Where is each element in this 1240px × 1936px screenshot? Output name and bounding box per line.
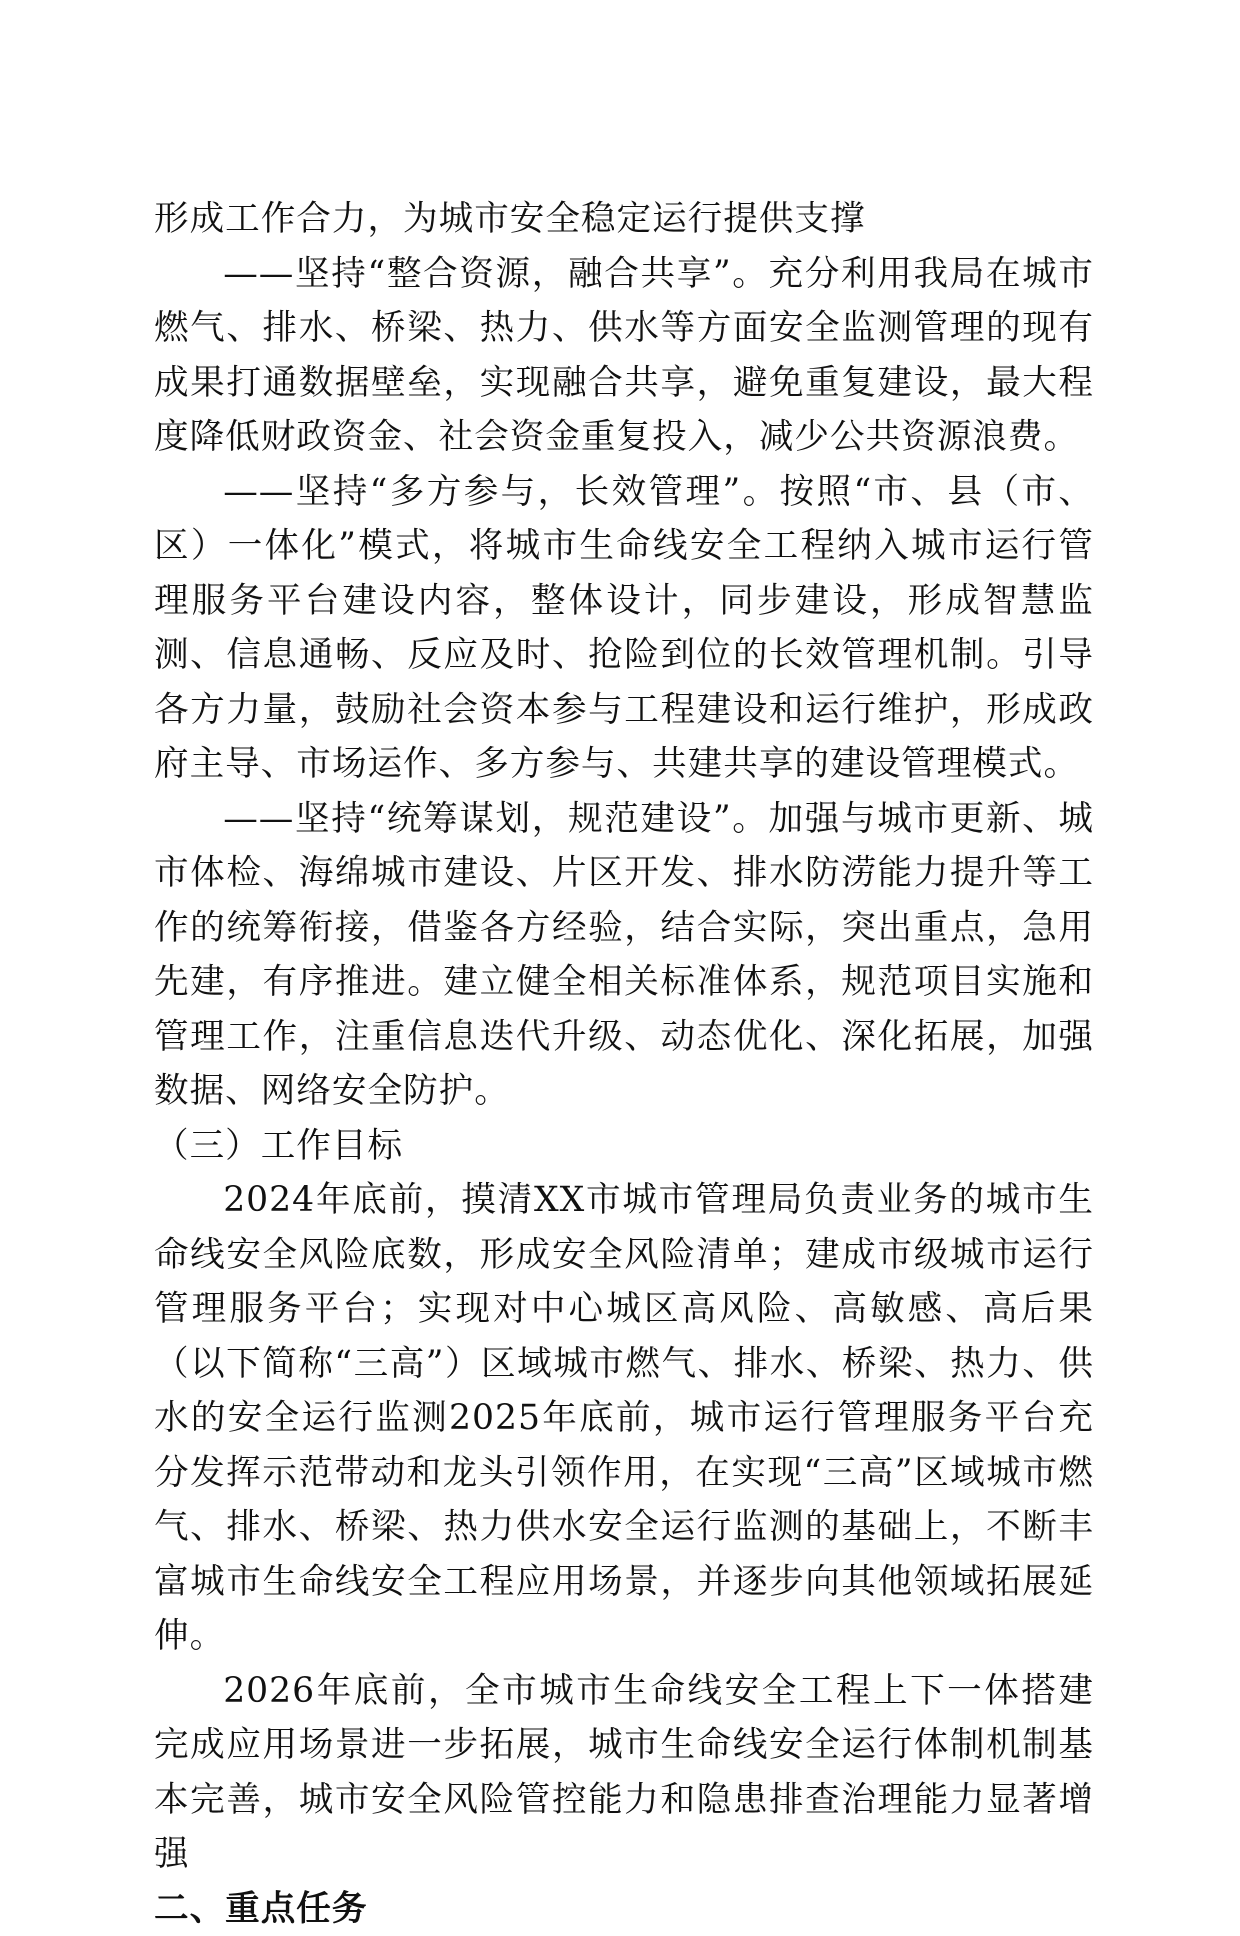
paragraph-principle-participation: ——坚持“多方参与，长效管理”。按照“市、县（市、区）一体化”模式，将城市生命线安全工程纳入城市运行管理服务平台建设内容，整体设计，同步建设，形成智慧监测、信息通畅、反应及时、抢险到位的长效管理机制。引导各方力量，鼓励社会资本参与工程建设和运行维护，形成政府主导、市场运作、多方参与、共建共享的建设管理模式。 <box>154 465 1094 792</box>
paragraph-principle-resources: ——坚持“整合资源，融合共享”。充分利用我局在城市燃气、排水、桥梁、热力、供水等方面安全监测管理的现有成果打通数据壁垒，实现融合共享，避免重复建设，最大程度降低财政资金、社会资金重复投入，减少公共资源浪费。 <box>154 247 1094 465</box>
document-body <box>154 192 1094 1936</box>
paragraph-goal-2026: 2026年底前，全市城市生命线安全工程上下一体搭建完成应用场景进一步拓展，城市生命线安全运行体制机制基本完善，城市安全风险管控能力和隐患排查治理能力显著增强 <box>154 1664 1094 1882</box>
section-heading-work-goals: （三）工作目标 <box>154 1119 1094 1174</box>
part-heading-key-tasks: 二、重点任务 <box>154 1882 1094 1936</box>
paragraph-goal-2024-2025: 2024年底前，摸清XX市城市管理局负责业务的城市生命线安全风险底数，形成安全风险清单；建成市级城市运行管理服务平台；实现对中心城区高风险、高敏感、高后果（以下简称“三高”）区域城市燃气、排水、桥梁、热力、供水的安全运行监测2025年底前，城市运行管理服务平台充分发挥示范带动和龙头引领作用，在实现“三高”区域城市燃气、排水、桥梁、热力供水安全运行监测的基础上，不断丰富城市生命线安全工程应用场景，并逐步向其他领域拓展延伸。 <box>154 1173 1094 1664</box>
paragraph-continuation: 形成工作合力，为城市安全稳定运行提供支撑 <box>154 192 1094 247</box>
paragraph-principle-planning: ——坚持“统筹谋划，规范建设”。加强与城市更新、城市体检、海绵城市建设、片区开发、排水防涝能力提升等工作的统筹衔接，借鉴各方经验，结合实际，突出重点，急用先建，有序推进。建立健全相关标准体系，规范项目实施和管理工作，注重信息迭代升级、动态优化、深化拓展，加强数据、网络安全防护。 <box>154 792 1094 1119</box>
